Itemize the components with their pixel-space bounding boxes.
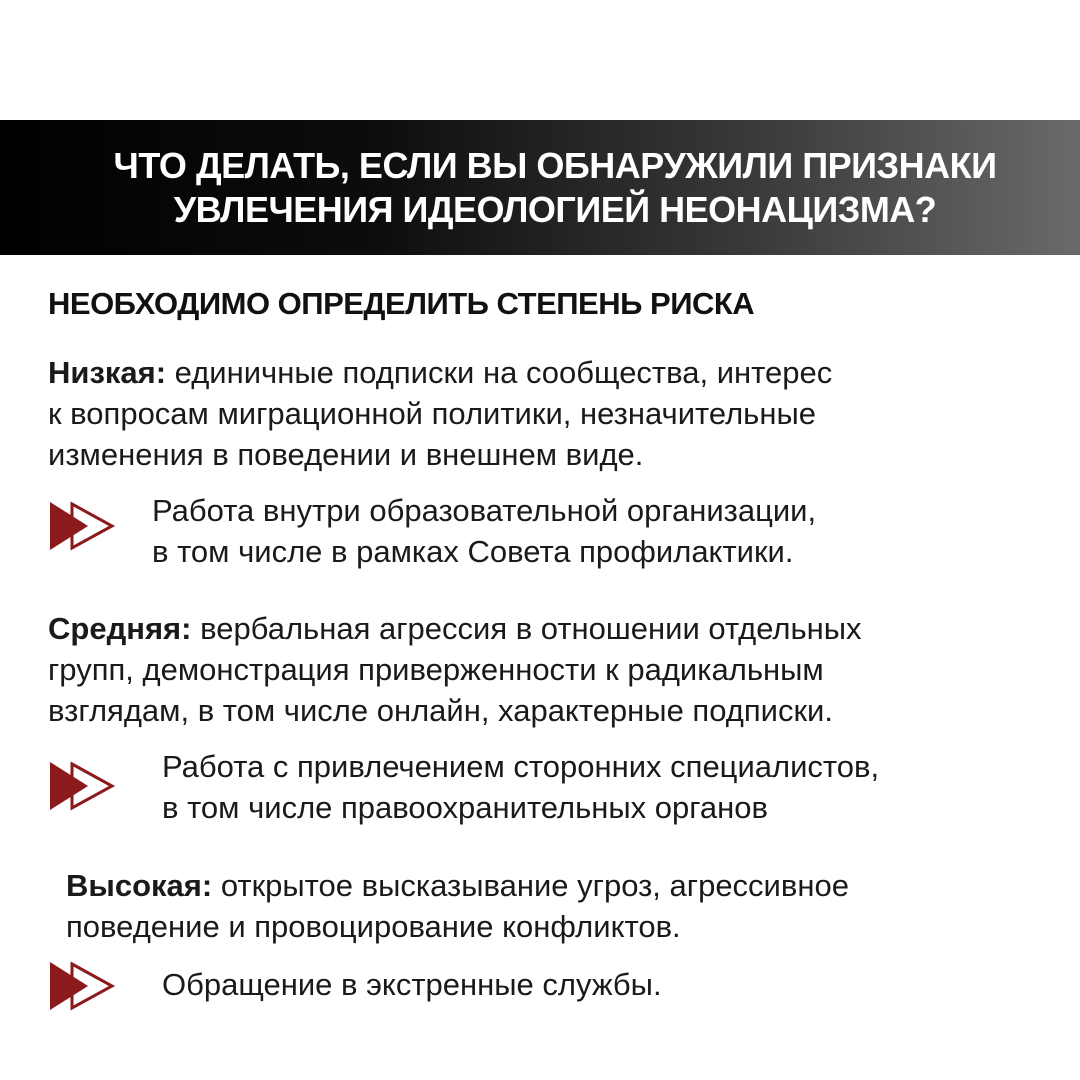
risk-high-action-text: [162, 964, 662, 1005]
page-title: [60, 144, 1050, 232]
risk-medium-action-text: [162, 746, 879, 828]
risk-high-description: [66, 865, 1026, 947]
risk-high-action-line-1: Обращение в экстренные службы.: [162, 967, 662, 1002]
risk-low-label: Низкая:: [48, 355, 167, 390]
risk-low-action-text: [152, 490, 816, 572]
risk-low-action-line-1: Работа внутри образовательной организации,: [152, 493, 817, 528]
double-chevron-right-icon: [48, 498, 120, 554]
risk-high-label: Высокая:: [66, 868, 213, 903]
risk-high-line-2: поведение и провоцирование конфликтов.: [66, 909, 681, 944]
risk-medium-line-1: вербальная агрессия в отношении отдельных: [191, 611, 862, 646]
risk-medium-action-line-2: в том числе правоохранительных органов: [162, 790, 768, 825]
risk-low-line-2: к вопросам миграционной политики, незначительные: [48, 396, 816, 431]
risk-medium-line-2: групп, демонстрация приверженности к радикальным: [48, 652, 824, 687]
risk-low-line-3: изменения в поведении и внешнем виде.: [48, 437, 644, 472]
risk-medium-label: Средняя:: [48, 611, 192, 646]
title-banner: [0, 120, 1080, 255]
title-line-1: ЧТО ДЕЛАТЬ, ЕСЛИ ВЫ ОБНАРУЖИЛИ ПРИЗНАКИ: [113, 145, 997, 186]
section-heading: НЕОБХОДИМО ОПРЕДЕЛИТЬ СТЕПЕНЬ РИСКА: [48, 286, 755, 321]
risk-low-description: [48, 352, 1008, 475]
risk-high-line-1: открытое высказывание угроз, агрессивное: [212, 868, 849, 903]
risk-medium-action-line-1: Работа с привлечением сторонних специалистов,: [162, 749, 880, 784]
risk-medium-description: [48, 608, 1008, 731]
double-chevron-right-icon: [48, 758, 120, 814]
risk-low-line-1: единичные подписки на сообщества, интерес: [166, 355, 833, 390]
double-chevron-right-icon: [48, 958, 120, 1014]
risk-medium-line-3: взглядам, в том числе онлайн, характерные подписки.: [48, 693, 833, 728]
title-line-2: УВЛЕЧЕНИЯ ИДЕОЛОГИЕЙ НЕОНАЦИЗМА?: [173, 189, 937, 230]
risk-low-action-line-2: в том числе в рамках Совета профилактики.: [152, 534, 794, 569]
